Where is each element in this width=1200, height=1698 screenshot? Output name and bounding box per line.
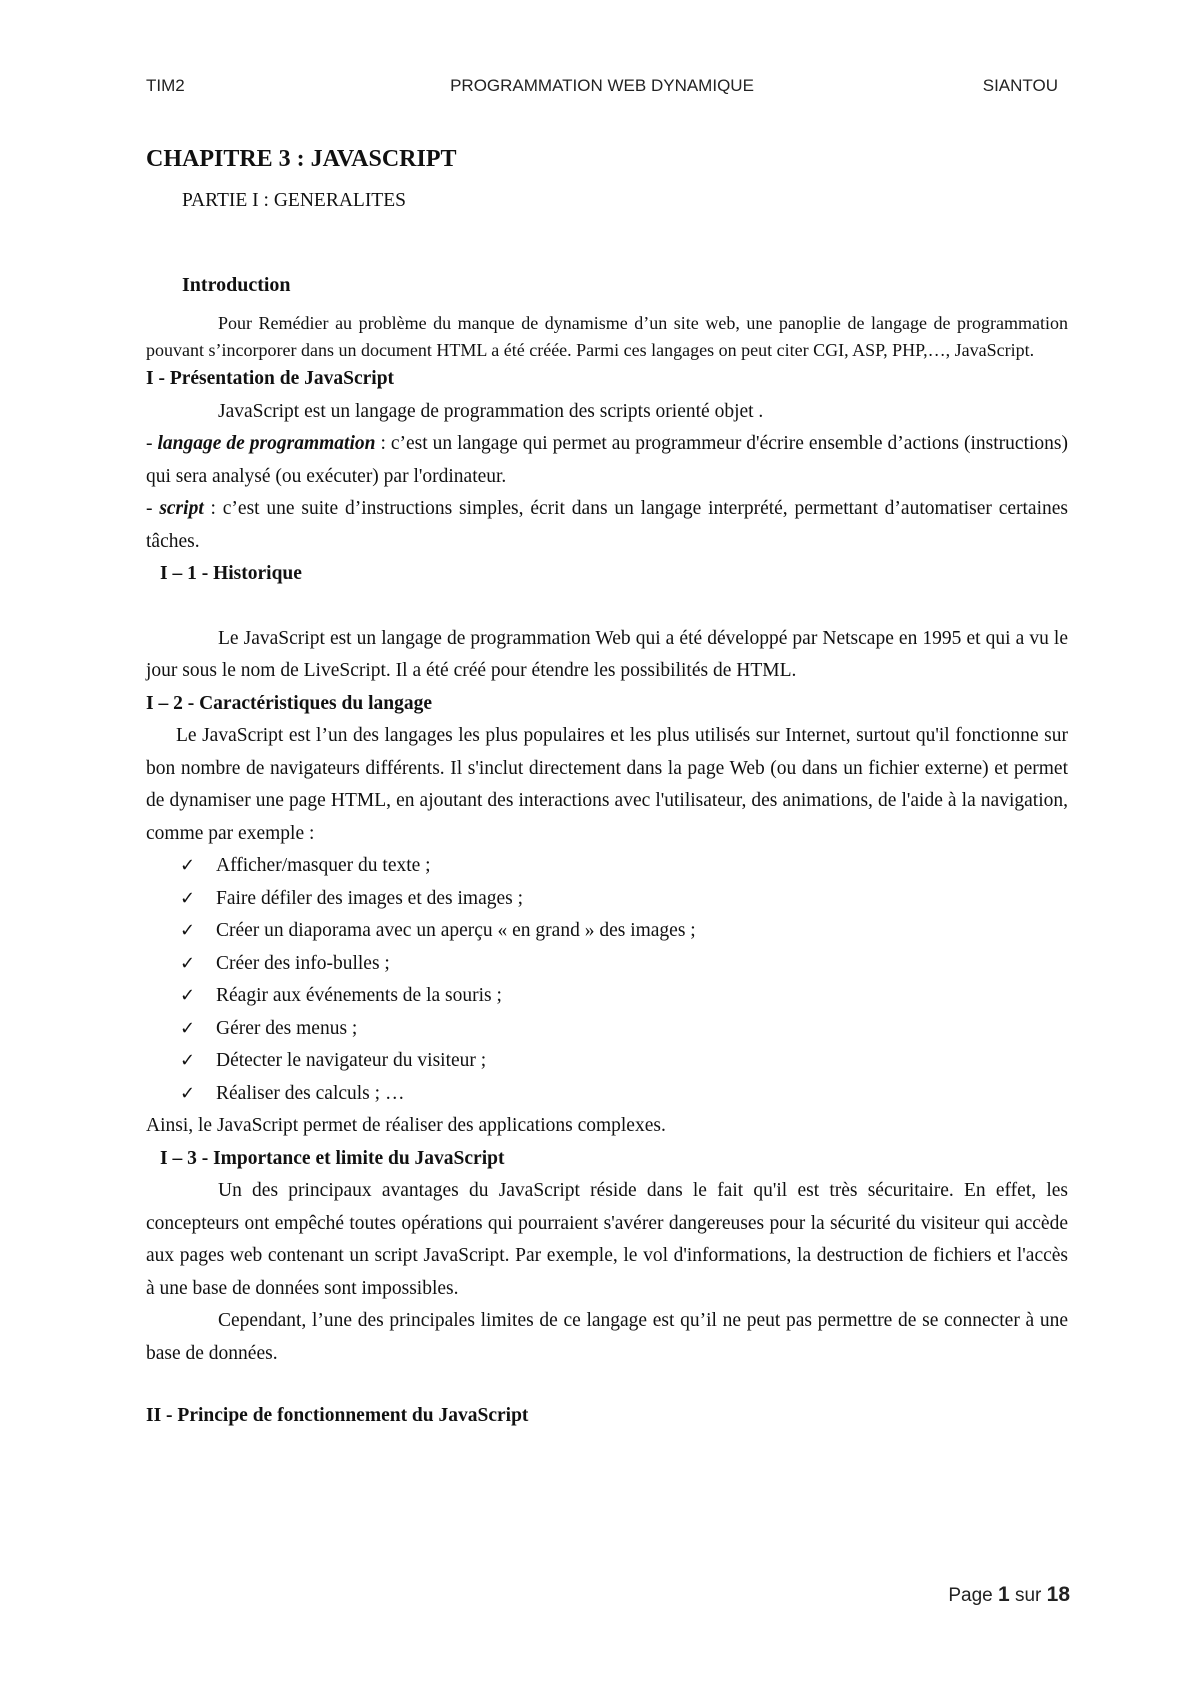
- footer-page-number: 1: [997, 1583, 1010, 1606]
- list-item: [180, 1078, 1068, 1111]
- checkmark-icon: ✓: [180, 952, 196, 974]
- section-1-1-heading: I – 1 - Historique: [160, 563, 302, 584]
- header-center: PROGRAMMATION WEB DYNAMIQUE: [450, 76, 754, 95]
- header-left: TIM2: [146, 76, 185, 95]
- footer-total-pages: 18: [1046, 1583, 1070, 1606]
- list-item: [180, 1045, 1068, 1078]
- definition-dash: -: [146, 433, 158, 454]
- page-footer: [948, 1583, 1070, 1607]
- list-item-text: Faire défiler des images et des images ;: [216, 887, 524, 909]
- definition-text-langage: : c’est un langage qui permet au programmeur d'écrire ensemble d’actions (instructions) qui sera analysé (ou exécuter) par l'ordinateur.: [146, 433, 1068, 487]
- list-item-text: Créer des info-bulles ;: [216, 952, 390, 974]
- section-1-3-heading: I – 3 - Importance et limite du JavaScript: [160, 1147, 505, 1169]
- spacer: [146, 1370, 1068, 1400]
- list-item: [180, 1013, 1068, 1046]
- checkmark-icon: ✓: [180, 1050, 196, 1071]
- section-1-1-text: Le JavaScript est un langage de programmation Web qui a été développé par Netscape en 1995 et qui a vu le jour sous le nom de LiveScript. Il a été créé pour étendre les possibilités de HTML.: [146, 627, 1068, 681]
- document-body: [146, 144, 1068, 1433]
- section-1-heading: I - Présentation de JavaScript: [146, 368, 395, 389]
- definition-term-langage: langage de programmation: [157, 433, 376, 454]
- section-2-heading: II - Principe de fonctionnement du JavaScript: [146, 1405, 529, 1426]
- list-item: [180, 850, 1068, 883]
- definition-script: [146, 493, 1068, 558]
- list-item-text: Réagir aux événements de la souris ;: [216, 985, 502, 1006]
- part-title: PARTIE I : GENERALITES: [182, 190, 406, 211]
- chapter-title: CHAPITRE 3 : JAVASCRIPT: [146, 146, 457, 172]
- feature-checklist: [146, 850, 1068, 1110]
- page-header: [146, 76, 1058, 100]
- checkmark-icon: ✓: [180, 1017, 196, 1039]
- list-item: [180, 883, 1068, 916]
- footer-of-word: sur: [1014, 1585, 1042, 1606]
- checkmark-icon: ✓: [180, 985, 196, 1006]
- list-item-text: Afficher/masquer du texte ;: [216, 855, 431, 876]
- intro-heading: Introduction: [182, 274, 291, 296]
- spacer: [146, 591, 1068, 623]
- definition-text-script: : c’est une suite d’instructions simples, écrit dans un langage interprété, permettant d’automatiser certaines tâches.: [146, 498, 1068, 552]
- section-1-3-paragraph-2: Cependant, l’une des principales limites de ce langage est qu’il ne peut pas permettre de se connecter à une base de données.: [146, 1310, 1068, 1364]
- list-item-text: Détecter le navigateur du visiteur ;: [216, 1050, 487, 1071]
- definition-langage: [146, 428, 1068, 493]
- definition-dash: -: [146, 498, 160, 519]
- definition-term-script: script: [159, 498, 204, 519]
- list-item: [180, 980, 1068, 1013]
- header-right: SIANTOU: [982, 76, 1058, 95]
- list-item: [180, 915, 1068, 948]
- checkmark-icon: ✓: [180, 855, 196, 876]
- list-item: [180, 948, 1068, 981]
- section-1-text: JavaScript est un langage de programmation des scripts orienté objet .: [218, 400, 764, 422]
- section-1-3-paragraph-1: Un des principaux avantages du JavaScript réside dans le fait qu'il est très sécuritaire. En effet, les concepteurs ont empêché toutes opérations qui pourraient s'avérer dangereuses pour la sécurité du visiteur qui accède aux pages web contenant un script JavaScript. Par exemple, le vol d'informations, la destruction de fichiers et l'accès à une base de données sont impossibles.: [146, 1180, 1068, 1299]
- section-1-2-conclusion: Ainsi, le JavaScript permet de réaliser des applications complexes.: [146, 1115, 666, 1136]
- footer-page-word: Page: [948, 1585, 993, 1606]
- section-1-2-heading: I – 2 - Caractéristiques du langage: [146, 692, 432, 714]
- list-item-text: Réaliser des calculs ; …: [216, 1082, 405, 1104]
- checkmark-icon: ✓: [180, 920, 196, 941]
- intro-paragraph: Pour Remédier au problème du manque de dynamisme d’un site web, une panoplie de langage de programmation pouvant s’incorporer dans un document HTML a été créée. Parmi ces langages on peut citer CGI, ASP, PHP,…, JavaScript.: [146, 313, 1068, 360]
- checkmark-icon: ✓: [180, 1082, 196, 1104]
- list-item-text: Gérer des menus ;: [216, 1017, 358, 1039]
- list-item-text: Créer un diaporama avec un aperçu « en grand » des images ;: [216, 920, 696, 941]
- checkmark-icon: ✓: [180, 887, 196, 909]
- section-1-2-text: Le JavaScript est l’un des langages les plus populaires et les plus utilisés sur Internet, surtout qu'il fonctionne sur bon nombre de navigateurs différents. Il s'inclut directement dans la page Web (ou dans un fichier externe) et permet de dynamiser une page HTML, en ajoutant des interactions avec l'utilisateur, des animations, de l'aide à la navigation, comme par exemple :: [146, 725, 1068, 844]
